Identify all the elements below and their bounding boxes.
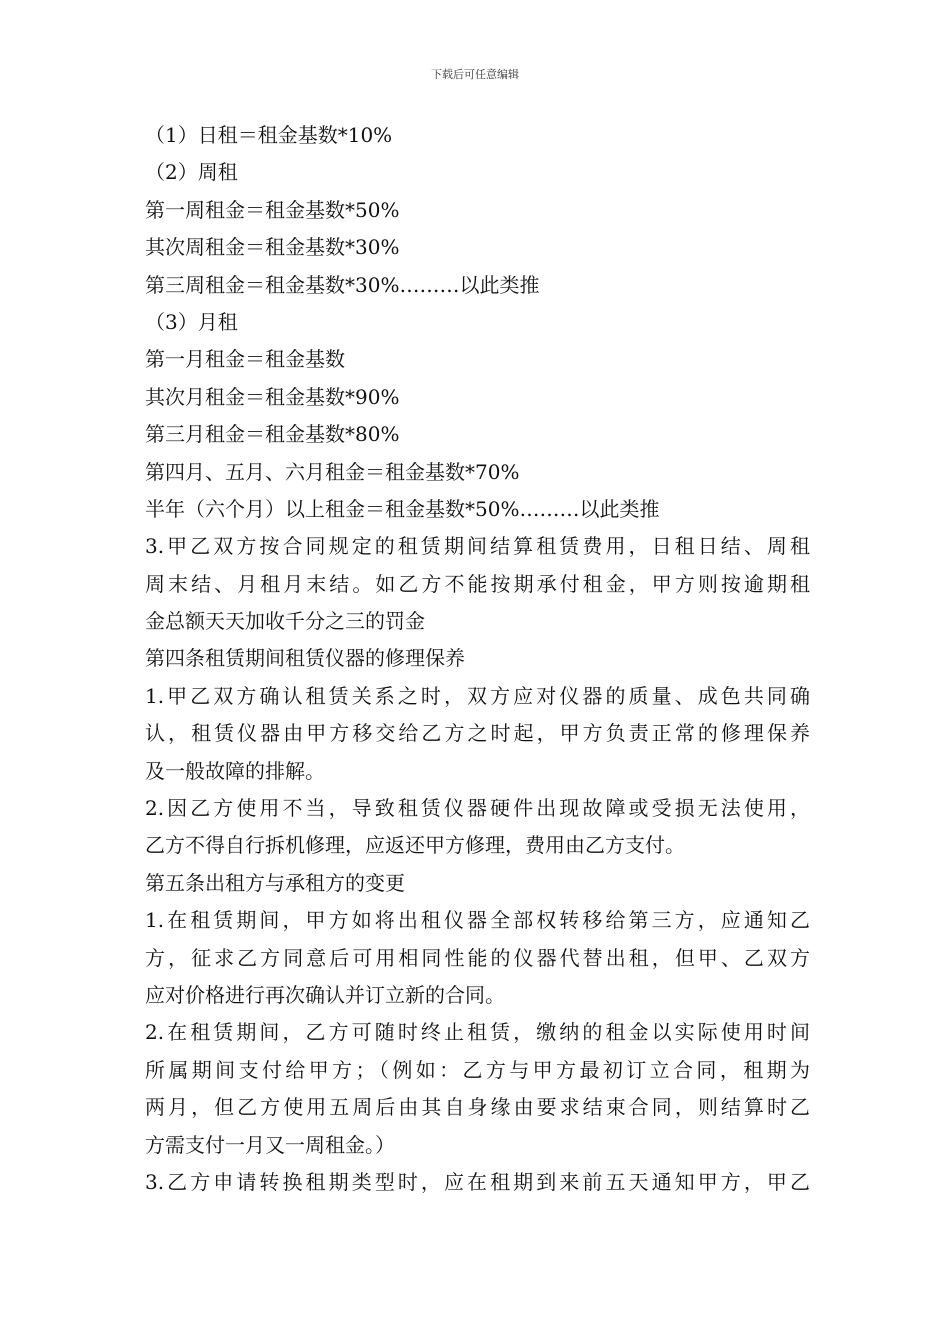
text-line: 其次月租金＝租金基数*90% bbox=[145, 384, 400, 409]
text-line: 金总额天天加收千分之三的罚金 bbox=[145, 609, 425, 634]
text-line: 其次周租金＝租金基数*30% bbox=[145, 235, 400, 260]
text-line: 第五条出租方与承租方的变更 bbox=[145, 870, 405, 895]
text-line: 3.甲乙双方按合同规定的租赁期间结算租赁费用，日租日结、周租 bbox=[145, 534, 810, 559]
text-line: （2）周租 bbox=[145, 160, 238, 185]
text-line: 认，租赁仪器由甲方移交给乙方之时起，甲方负责正常的修理保养 bbox=[145, 721, 810, 746]
page-header: 下载后可任意编辑 bbox=[431, 68, 519, 81]
text-line: 半年（六个月）以上租金＝租金基数*50%………以此类推 bbox=[145, 496, 660, 521]
document-body bbox=[145, 117, 810, 1201]
text-line: 第四条租赁期间租赁仪器的修理保养 bbox=[145, 646, 465, 671]
text-line: 第一月租金＝租金基数 bbox=[145, 347, 345, 372]
text-line: 第三周租金＝租金基数*30%………以此类推 bbox=[145, 272, 540, 297]
text-line: 3.乙方申请转换租期类型时，应在租期到来前五天通知甲方，甲乙 bbox=[145, 1169, 810, 1194]
text-line: 第三月租金＝租金基数*80% bbox=[145, 422, 400, 447]
text-line: 所属期间支付给甲方；（例如：乙方与甲方最初订立合同，租期为 bbox=[145, 1057, 810, 1082]
text-line: 方需支付一月又一周租金。） bbox=[145, 1132, 395, 1157]
text-line: 方，征求乙方同意后可用相同性能的仪器代替出租，但甲、乙双方 bbox=[145, 945, 810, 970]
text-line: （1）日租＝租金基数*10% bbox=[145, 123, 393, 147]
text-line: 两月，但乙方使用五周后由其自身缘由要求结束合同，则结算时乙 bbox=[145, 1095, 810, 1120]
text-line: 周末结、月租月末结。如乙方不能按期承付租金，甲方则按逾期租 bbox=[145, 571, 810, 596]
text-line: 2.因乙方使用不当，导致租赁仪器硬件出现故障或受损无法使用， bbox=[145, 796, 810, 821]
text-line: 1.在租赁期间，甲方如将出租仪器全部权转移给第三方，应通知乙 bbox=[145, 908, 810, 933]
text-line: 1.甲乙双方确认租赁关系之时，双方应对仪器的质量、成色共同确 bbox=[145, 683, 810, 708]
text-line: 应对价格进行再次确认并订立新的合同。 bbox=[145, 982, 505, 1007]
text-line: 乙方不得自行拆机修理，应返还甲方修理，费用由乙方支付。 bbox=[145, 833, 685, 858]
text-line: 第一周租金＝租金基数*50% bbox=[145, 197, 400, 222]
text-line: 2.在租赁期间，乙方可随时终止租赁，缴纳的租金以实际使用时间 bbox=[145, 1020, 810, 1045]
text-line: （3）月租 bbox=[145, 309, 238, 334]
text-line: 及一般故障的排解。 bbox=[145, 758, 325, 783]
text-line: 第四月、五月、六月租金＝租金基数*70% bbox=[145, 459, 520, 484]
